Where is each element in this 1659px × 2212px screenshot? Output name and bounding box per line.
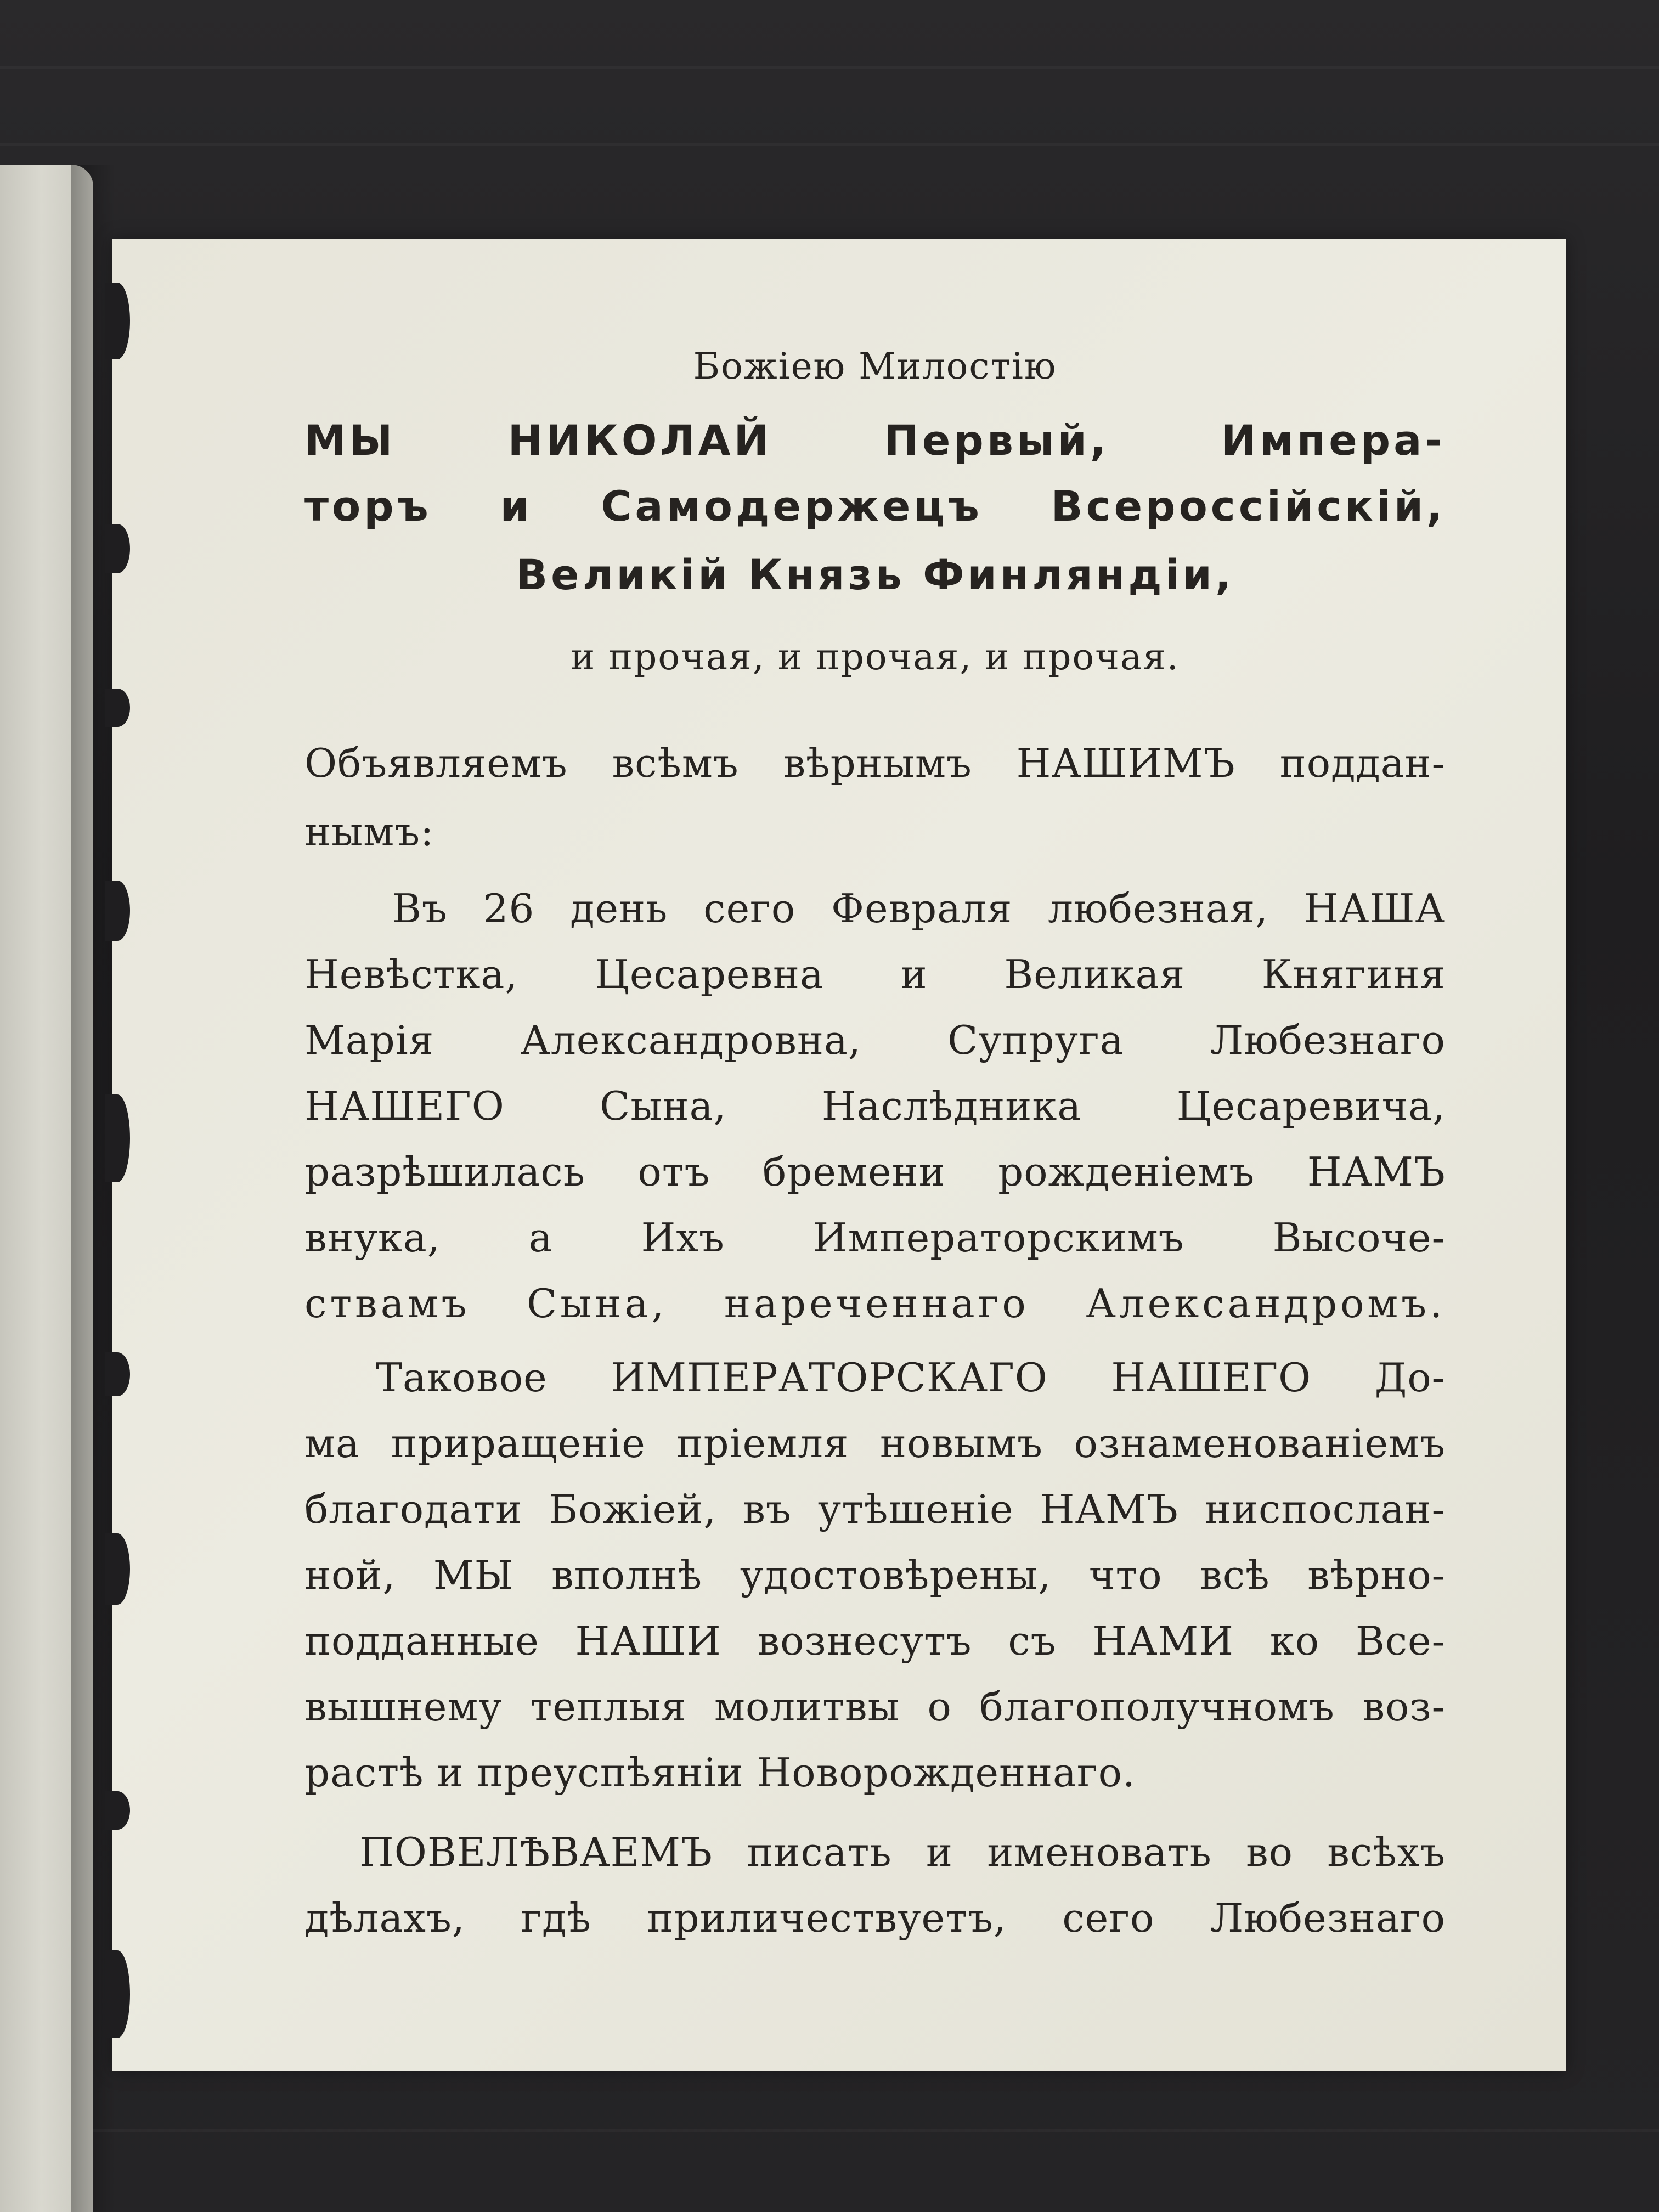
- paragraph-line: Въ 26 день сего Февраля любезная, НАША: [392, 885, 1446, 932]
- torn-edge: [105, 1094, 130, 1182]
- paragraph-line: Объявляемъ всѣмъ вѣрнымъ НАШИМЪ поддан-: [304, 740, 1446, 786]
- printed-page: [112, 239, 1566, 2071]
- paragraph-line: растѣ и преуспѣяніи Новорожденнаго.: [304, 1750, 1136, 1796]
- paragraph-line: ствамъ Сына, нареченнаго Александромъ.: [304, 1280, 1446, 1327]
- torn-edge: [105, 1791, 130, 1830]
- torn-edge: [105, 881, 130, 941]
- paragraph-line: НАШЕГО Сына, Наслѣдника Цесаревича,: [304, 1083, 1446, 1129]
- header-title-line: Великій Князь Финляндіи,: [516, 550, 1234, 599]
- paragraph-line: внука, а Ихъ Императорскимъ Высоче-: [304, 1215, 1446, 1261]
- header-title-line: торъ и Самодержецъ Всероссійскій,: [304, 482, 1446, 531]
- header-title-line: и прочая, и прочая, и прочая.: [571, 636, 1180, 678]
- page-gutter-shadow: [71, 165, 115, 2212]
- table-grain: [0, 2129, 1659, 2132]
- header-grace: Божіею Милостію: [693, 345, 1057, 387]
- table-grain: [0, 66, 1659, 69]
- paragraph-line: Невѣстка, Цесаревна и Великая Княгиня: [304, 951, 1446, 997]
- torn-edge: [105, 524, 130, 573]
- table-grain: [0, 143, 1659, 146]
- paragraph-line: ПОВЕЛѢВАЕМЪ писать и именовать во всѣхъ: [359, 1829, 1446, 1875]
- torn-edge: [105, 283, 130, 359]
- paragraph-line: благодати Божіей, въ утѣшеніе НАМЪ ниспослан-: [304, 1486, 1446, 1532]
- paragraph-line: нымъ:: [304, 809, 435, 855]
- torn-edge: [105, 1533, 130, 1605]
- paragraph-line: подданные НАШИ вознесутъ съ НАМИ ко Все-: [304, 1618, 1446, 1664]
- paragraph-line: вышнему теплыя молитвы о благополучномъ воз-: [304, 1684, 1446, 1730]
- paragraph-line: Марія Александровна, Супруга Любезнаго: [304, 1017, 1446, 1063]
- header-title-line: МЫ НИКОЛАЙ Первый, Импера-: [304, 416, 1446, 465]
- paragraph-line: дѣлахъ, гдѣ приличествуетъ, сего Любезнаго: [304, 1895, 1446, 1941]
- paragraph-line: разрѣшилась отъ бремени рожденіемъ НАМЪ: [304, 1149, 1446, 1195]
- paragraph-line: Таковое ИМПЕРАТОРСКАГО НАШЕГО До-: [376, 1355, 1446, 1401]
- torn-edge: [105, 1352, 130, 1396]
- torn-edge: [105, 689, 130, 727]
- paragraph-line: ма приращеніе пріемля новымъ ознаменованіемъ: [304, 1420, 1446, 1466]
- paragraph-line: ной, МЫ вполнѣ удостовѣрены, что всѣ вѣрно-: [304, 1552, 1446, 1598]
- torn-edge: [105, 1950, 130, 2038]
